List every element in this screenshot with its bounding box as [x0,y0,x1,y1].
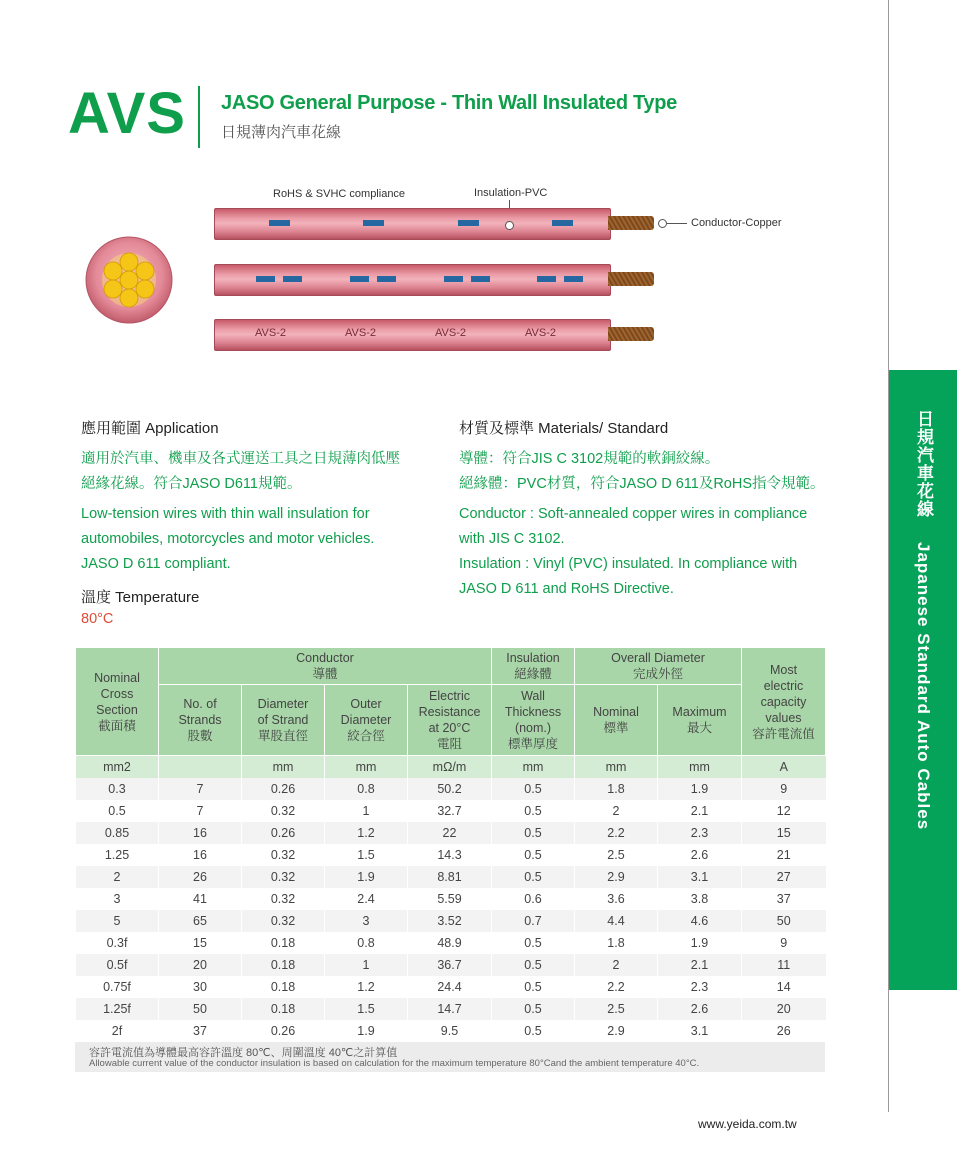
table-cell: 2 [575,954,658,976]
table-cell: 0.18 [242,976,325,998]
table-row [76,844,826,866]
table-cell: 1.5 [325,844,408,866]
table-cell: 26 [742,1020,826,1042]
table-cell: 24.4 [408,976,492,998]
cable-print-mark: AVS-2 [525,327,556,339]
header-outer-diameter: Outer Diameter 絞合徑 [325,685,408,756]
table-cell: 3.52 [408,910,492,932]
side-category-tab [889,370,957,990]
header-conductor: Conductor 導體 [159,648,492,685]
table-cell: 1.25f [76,998,159,1020]
table-cell: 0.5 [492,932,575,954]
cable-print-mark: AVS-2 [255,327,286,339]
table-cell: 20 [159,954,242,976]
table-cell: 3.1 [658,866,742,888]
table-cell: 0.26 [242,778,325,800]
table-cell: 14.3 [408,844,492,866]
table-cell: 22 [408,822,492,844]
table-row [76,932,826,954]
table-cell: 12 [742,800,826,822]
table-cell: 1.2 [325,822,408,844]
table-cell: 1.9 [325,866,408,888]
footnote-zh: 容許電流值為導體最高容許溫度 80℃、周圍溫度 40℃之計算值 [89,1047,398,1059]
table-cell: 0.32 [242,866,325,888]
table-cell: 9 [742,778,826,800]
table-cell: 2 [76,866,159,888]
table-cell: 1.2 [325,976,408,998]
table-cell: 0.18 [242,932,325,954]
table-row [76,976,826,998]
table-cell: 0.6 [492,888,575,910]
header-wall-thickness: Wall Thickness (nom.) 標準厚度 [492,685,575,756]
table-cell: 0.5 [492,954,575,976]
table-cell: 32.7 [408,800,492,822]
table-cell: 0.5 [492,844,575,866]
conductor-leader-line [667,223,687,224]
cable-illustration-2 [214,264,611,296]
table-cell: 0.5 [492,778,575,800]
table-cell: 14.7 [408,998,492,1020]
conductor-pointer-dot [658,219,667,228]
table-cell: 30 [159,976,242,998]
table-cell: 0.5f [76,954,159,976]
table-row [76,800,826,822]
table-cell: 2.3 [658,822,742,844]
table-cell: 0.75f [76,976,159,998]
copper-conductor-3 [608,327,654,341]
table-cell: 0.7 [492,910,575,932]
temperature-value: 80°C [81,611,114,627]
table-cell: 0.32 [242,910,325,932]
table-cell: 2.4 [325,888,408,910]
table-cell: 3.8 [658,888,742,910]
table-cell: 2.6 [658,844,742,866]
product-title-zh: 日規薄肉汽車花線 [221,124,342,141]
header-od-nominal: Nominal 標準 [575,685,658,756]
table-cell: 21 [742,844,826,866]
table-cell: 0.3f [76,932,159,954]
table-row [76,1020,826,1042]
copper-conductor-1 [608,216,654,230]
temperature-heading: 溫度 Temperature [81,589,200,606]
table-cell: 2.2 [575,822,658,844]
website-url: www.yeida.com.tw [698,1117,797,1131]
table-cell: 15 [742,822,826,844]
table-cell: 0.32 [242,888,325,910]
table-row [76,822,826,844]
header-nominal-section: Nominal Cross Section 截面積 [76,648,159,756]
table-cell: 2.2 [575,976,658,998]
application-en-text: Low-tension wires with thin wall insulation for automobiles, motorcycles and motor vehicles. JASO D 611 compliant. [81,506,375,572]
table-row [76,954,826,976]
table-cell: 2.6 [658,998,742,1020]
table-cell: 20 [742,998,826,1020]
table-cell: 3 [76,888,159,910]
table-cell: 0.8 [325,932,408,954]
table-cell: 2.9 [575,1020,658,1042]
table-cell: 37 [742,888,826,910]
table-cell: 16 [159,822,242,844]
table-cell: 36.7 [408,954,492,976]
table-cell: 14 [742,976,826,998]
table-cell: 0.26 [242,1020,325,1042]
table-cell: 4.6 [658,910,742,932]
cable-illustration-1 [214,208,611,240]
table-cell: 0.5 [76,800,159,822]
side-category-zh: 日規汽車花線 [914,410,933,518]
table-cell: 0.8 [325,778,408,800]
table-cell: 65 [159,910,242,932]
rohs-label: RoHS & SVHC compliance [273,188,406,200]
table-cell: 0.18 [242,998,325,1020]
table-cell: 1 [325,800,408,822]
cable-print-mark: AVS-2 [435,327,466,339]
header-od-maximum: Maximum 最大 [658,685,742,756]
materials-en-text: Conductor : Soft-annealed copper wires in compliance with JIS C 3102. Insulation : Vinyl (PVC) insulated. In compliance with JASO D 611 and RoHS Directive. [459,506,808,597]
table-cell: 1.8 [575,932,658,954]
table-cell: 0.32 [242,844,325,866]
table-cell: 0.26 [242,822,325,844]
table-cell: 0.32 [242,800,325,822]
table-cell: 0.85 [76,822,159,844]
table-cell: 2.1 [658,954,742,976]
table-cell: 3.6 [575,888,658,910]
table-cell: 11 [742,954,826,976]
table-cell: 26 [159,866,242,888]
table-row [76,910,826,932]
table-row [76,866,826,888]
conductor-label: Conductor-Copper [691,217,782,229]
table-cell: 50 [742,910,826,932]
table-cell: 2.3 [658,976,742,998]
application-zh-text: 適用於汽車、機車及各式運送工具之日規薄肉低壓 絕緣花線。符合JASO D611規範。 [81,451,400,492]
table-cell: 5.59 [408,888,492,910]
table-cell: 0.5 [492,800,575,822]
table-cell: 1.5 [325,998,408,1020]
header-insulation: Insulation 絕緣體 [492,648,575,685]
table-cell: 27 [742,866,826,888]
side-category-text [889,410,957,830]
table-cell: 50 [159,998,242,1020]
insulation-label: Insulation-PVC [474,187,548,199]
table-cell: 4.4 [575,910,658,932]
cable-cross-section-image [84,236,174,326]
materials-zh-text: 導體：符合JIS C 3102規範的軟銅絞線。 絕緣體：PVC材質，符合JASO D 611及RoHS指令規範。 [459,451,825,492]
table-cell: 3.1 [658,1020,742,1042]
table-row [76,888,826,910]
table-cell: 9.5 [408,1020,492,1042]
product-code: AVS [68,81,186,146]
table-cell: 7 [159,800,242,822]
table-cell: 1.9 [658,778,742,800]
table-cell: 7 [159,778,242,800]
table-cell: 0.5 [492,998,575,1020]
header-resistance: Electric Resistance at 20°C 電阻 [408,685,492,756]
application-heading: 應用範圍 Application [81,420,219,437]
specification-table [75,647,826,1042]
table-cell: 8.81 [408,866,492,888]
header-overall-diameter: Overall Diameter 完成外徑 [575,648,742,685]
table-footnote [75,1042,825,1072]
table-cell: 5 [76,910,159,932]
table-cell: 0.18 [242,954,325,976]
table-cell: 2.5 [575,998,658,1020]
table-cell: 15 [159,932,242,954]
table-cell: 0.5 [492,1020,575,1042]
table-row [76,778,826,800]
table-cell: 0.5 [492,866,575,888]
table-cell: 2 [575,800,658,822]
units-row: mm2 mm mm mΩ/m mm mm mm A [76,756,826,779]
table-cell: 1.9 [325,1020,408,1042]
table-cell: 37 [159,1020,242,1042]
table-cell: 1.8 [575,778,658,800]
table-cell: 41 [159,888,242,910]
cable-print-mark: AVS-2 [345,327,376,339]
side-category-en: Japanese Standard Auto Cables [914,541,933,830]
table-cell: 3 [325,910,408,932]
table-cell: 2.9 [575,866,658,888]
table-cell: 0.3 [76,778,159,800]
table-cell: 2.5 [575,844,658,866]
table-cell: 1.25 [76,844,159,866]
copper-conductor-2 [608,272,654,286]
table-cell: 48.9 [408,932,492,954]
header-current-capacity: Most electric capacity values 容許電流值 [742,648,826,756]
materials-heading: 材質及標準 Materials/ Standard [459,420,669,437]
table-cell: 1 [325,954,408,976]
table-cell: 16 [159,844,242,866]
table-cell: 2.1 [658,800,742,822]
insulation-pointer-dot [505,221,514,230]
title-divider [198,86,200,148]
table-cell: 9 [742,932,826,954]
product-title-en: JASO General Purpose - Thin Wall Insulated Type [221,92,677,114]
header-strands: No. of Strands 股數 [159,685,242,756]
cable-illustration-3 [214,319,611,351]
table-cell: 0.5 [492,822,575,844]
table-cell: 2f [76,1020,159,1042]
footnote-en: Allowable current value of the conductor insulation is based on calculation for the maximum temperature 80°Cand the ambient temperature 40°C. [89,1058,700,1069]
table-cell: 50.2 [408,778,492,800]
header-strand-diameter: Diameter of Strand 單股直徑 [242,685,325,756]
table-cell: 0.5 [492,976,575,998]
table-row [76,998,826,1020]
table-cell: 1.9 [658,932,742,954]
